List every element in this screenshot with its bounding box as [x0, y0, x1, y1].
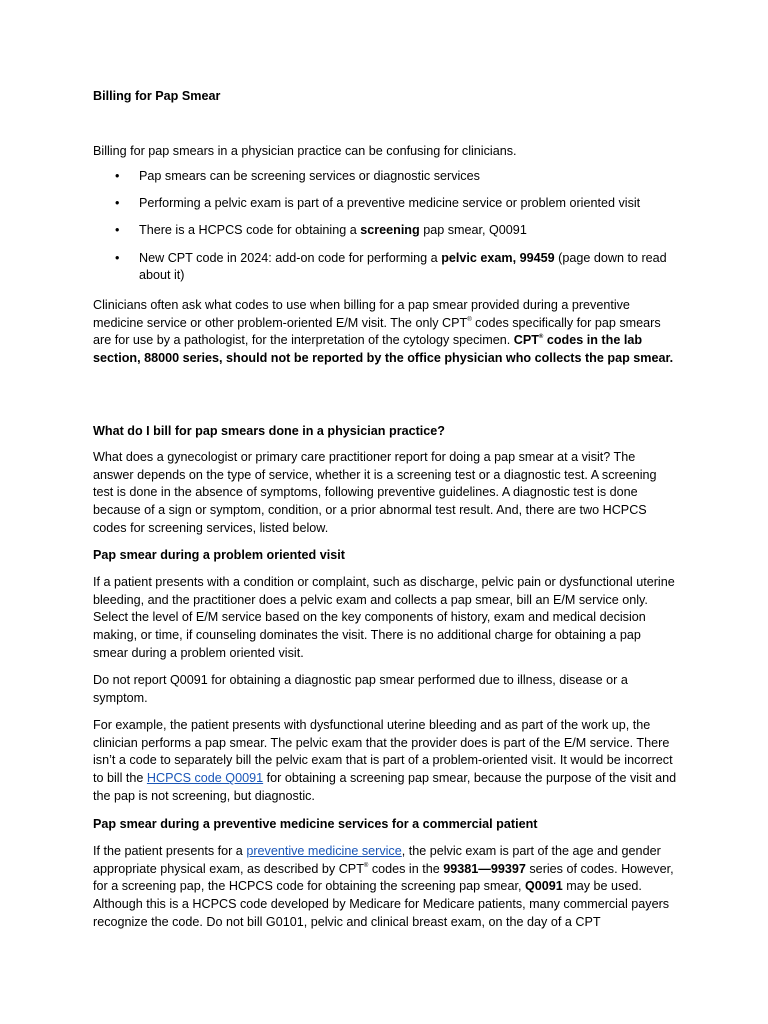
problem-visit-paragraph: If a patient presents with a condition or complaint, such as discharge, pelvic pain or dysfunctional uterine bleeding, and the practitioner does a pelvic exam and collects a pap smear, bill an E/M service only. Select the level of E/M service based on the key components of history, exam and medical decision making, or time, if counseling dominates the visit. There is no additional charge for obtaining a pap smear during a problem oriented visit. — [93, 575, 675, 660]
bullet-item: • New CPT code in 2024: add-on code for performing a pelvic exam, 99459 (page down to read about it) — [115, 250, 667, 283]
bullet-item: • There is a HCPCS code for obtaining a screening pap smear, Q0091 — [93, 222, 678, 240]
intro-paragraph: Billing for pap smears in a physician practice can be confusing for clinicians. — [93, 144, 517, 158]
registered-mark: ® — [363, 862, 369, 869]
section-heading: Pap smear during a problem oriented visit — [93, 548, 345, 562]
bullet-dot-icon: • — [115, 169, 120, 183]
q0091-note-paragraph: Do not report Q0091 for obtaining a diagnostic pap smear performed due to illness, disease or a symptom. — [93, 673, 628, 705]
bullet-dot-icon: • — [115, 196, 120, 211]
section-heading: What do I bill for pap smears done in a physician practice? — [93, 424, 445, 438]
bullet-item: • Performing a pelvic exam is part of a preventive medicine service or problem oriented visit — [93, 195, 678, 213]
section-heading: Pap smear during a preventive medicine services for a commercial patient — [93, 817, 538, 831]
hcpcs-code-link[interactable]: HCPCS code Q0091 — [146, 771, 264, 786]
example-paragraph: For example, the patient presents with dysfunctional uterine bleeding and as part of the work up, the clinician performs a pap smear. The pelvic exam that the provider does is part of the E/M service. There isn’t a code to separately bill the pelvic exam that is part of a problem-oriented visit. It would be incorrect to bill the HCPCS code Q0091 for obtaining a screening pap smear, because the purpose of the visit and the pap is not screening, but diagnostic. — [93, 718, 677, 803]
answer-paragraph: What does a gynecologist or primary care practitioner report for doing a pap smear at a visit? The answer depends on the type of service, whether it is a screening test or a diagnostic test. A screening test is done in the absence of symptoms, following preventive guidelines. A diagnostic test is done because of a sign or symptom, condition, or a prior abnormal test result. And, there are two HCPCS codes for screening services, listed below. — [93, 450, 657, 535]
bullet-dot-icon: • — [115, 250, 120, 265]
cpt-codes-paragraph: Clinicians often ask what codes to use when billing for a pap smear provided during a preventive medicine service or other problem-oriented E/M visit. The only CPT® codes specifically for pap smears are for use by a pathologist, for the interpretation of the cytology specimen. CPT® codes in the lab section, 88000 series, should not be reported by the office physician who collects the pap smear. — [93, 298, 674, 366]
summary-bullet-list — [93, 168, 678, 295]
preventive-medicine-link[interactable]: preventive medicine service — [246, 844, 402, 858]
registered-mark: ® — [538, 334, 544, 341]
bullet-item: • Pap smears can be screening services or diagnostic services — [93, 168, 678, 186]
registered-mark: ® — [467, 316, 472, 323]
document-title: Billing for Pap Smear — [93, 89, 221, 103]
bullet-dot-icon: • — [115, 223, 120, 238]
preventive-service-paragraph: If the patient presents for a preventive medicine service, the pelvic exam is part of the age and gender appropriate physical exam, as described by CPT® codes in the 99381—99397 series of codes. However, for a screening pap, the HCPCS code for obtaining the screening pap smear, Q0091 may be used. Although this is a HCPCS code developed by Medicare for Medicare patients, many commercial payers recognize the code. Do not bill G0101, pelvic and clinical breast exam, on the day of a CPT — [93, 844, 674, 929]
